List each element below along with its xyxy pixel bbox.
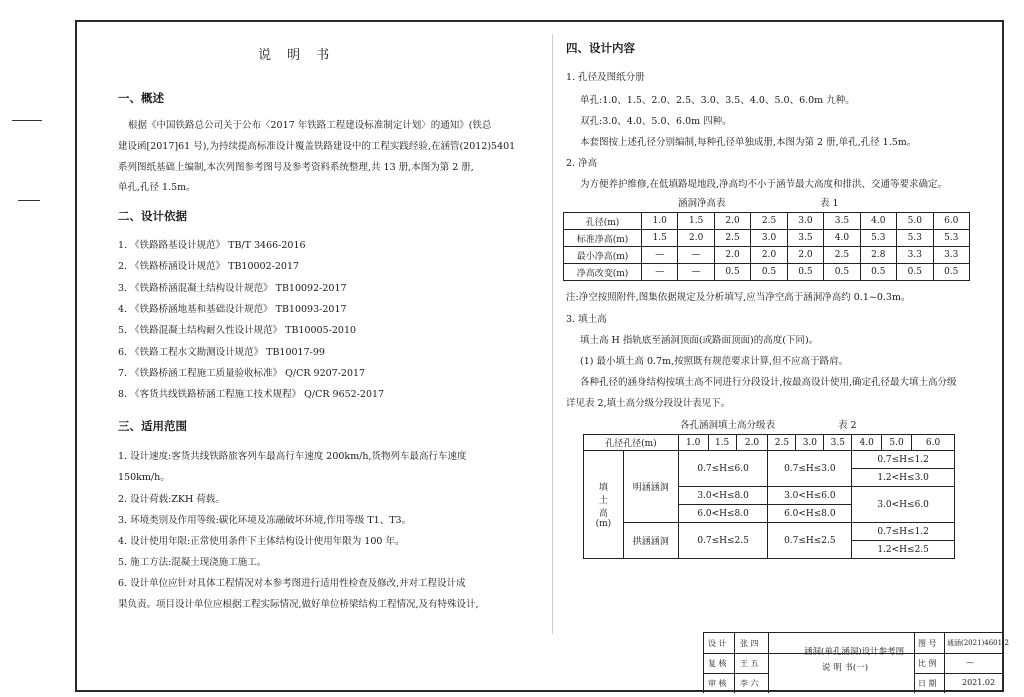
table1-cell: 2.0 xyxy=(714,247,750,264)
doc-title: 说 明 书 xyxy=(258,48,336,63)
range-cell: 1.2<H≤3.0 xyxy=(852,469,955,487)
table2-header-cell: 1.0 xyxy=(678,435,708,451)
range-cell: 3.0<H≤6.0 xyxy=(768,487,852,505)
basis-item: 4. 《铁路桥涵地基和基础设计规范》 TB10093-2017 xyxy=(118,304,347,315)
date-value: 2021.02 xyxy=(962,678,996,687)
tb-label: 复 核 xyxy=(708,659,727,668)
scope-line: 果负责。项目设计单位应根据工程实际情况,做好单位桥梁结构工程情况,及有特殊设计, xyxy=(118,599,479,610)
table2-header-cell: 3.5 xyxy=(824,435,852,451)
overview-line: 单孔,孔径 1.5m。 xyxy=(118,182,196,193)
table1-cell: 0.5 xyxy=(933,264,970,281)
table1-cell: 0.5 xyxy=(897,264,933,281)
table2-header-cell: 2.5 xyxy=(768,435,796,451)
table1-row xyxy=(564,264,970,281)
group-label: 拱涵涵洞 xyxy=(623,523,678,559)
overview-line: 系列图纸基础上编制,本次列图参考图号及参考资料系统整理,共 13 册,本图为第 2 册, xyxy=(118,162,474,173)
content-line: (1) 最小填土高 0.7m,按照既有规范要求计算,但不应高于路肩。 xyxy=(580,356,849,367)
section-heading: 三、适用范围 xyxy=(118,419,187,433)
table1-cell: 2.5 xyxy=(714,230,750,247)
table1-cell: — xyxy=(642,264,678,281)
subsection-heading: 3. 填土高 xyxy=(566,314,607,325)
fill-height-table xyxy=(583,434,955,559)
table1-row-label: 净高改变(m) xyxy=(564,264,642,281)
table1-row xyxy=(564,247,970,264)
table1-cell: 2.0 xyxy=(678,230,714,247)
range-cell: 0.7≤H≤2.5 xyxy=(678,523,768,559)
table1-cell: 0.5 xyxy=(751,264,787,281)
basis-item: 7. 《铁路桥涵工程施工质量验收标准》 Q/CR 9207-2017 xyxy=(118,368,366,379)
table1-row-label: 最小净高(m) xyxy=(564,247,642,264)
table1-cell: 3.5 xyxy=(824,213,860,230)
title-block xyxy=(703,632,1009,693)
table1-cell: 0.5 xyxy=(860,264,896,281)
table1-label: 表 1 xyxy=(820,198,839,209)
scope-line: 4. 设计使用年限:正常使用条件下主体结构设计使用年限为 100 年。 xyxy=(118,536,405,547)
basis-item: 6. 《铁路工程水文勘测设计规范》 TB10017-99 xyxy=(118,347,325,358)
table2-header-cell: 4.0 xyxy=(852,435,882,451)
tb-key: 日 期 xyxy=(918,679,937,688)
content-line: 本套图按上述孔径分别编制,每种孔径单独成册,本图为第 2 册,单孔,孔径 1.5m。 xyxy=(580,137,917,148)
table2-header-cell: 5.0 xyxy=(882,435,912,451)
headroom-table xyxy=(563,212,970,281)
scope-line: 3. 环境类别及作用等级:碳化环境及冻融破坏环境,作用等级 T1、T3。 xyxy=(118,515,412,526)
content-line: 详见表 2,填土高分级分段设计表见下。 xyxy=(566,398,731,409)
column-divider xyxy=(552,34,553,634)
table1-row-label: 孔径(m) xyxy=(564,213,642,230)
section-heading: 二、设计依据 xyxy=(118,209,187,223)
group-label: 明涵涵洞 xyxy=(623,451,678,523)
scope-line: 6. 设计单位应针对具体工程情况对本参考图进行适用性检查及修改,并对工程设计成 xyxy=(118,578,466,589)
range-cell: 0.7≤H≤1.2 xyxy=(852,523,955,541)
table1-cell: — xyxy=(678,264,714,281)
range-cell: 0.7≤H≤1.2 xyxy=(852,451,955,469)
table1-cell: 4.0 xyxy=(824,230,860,247)
range-cell: 1.2<H≤2.5 xyxy=(852,541,955,559)
signature: 张 四 xyxy=(740,639,759,648)
scope-line: 1. 设计速度:客货共线铁路旅客列车最高行车速度 200km/h,货物列车最高行车速度 xyxy=(118,451,467,462)
range-cell: 0.7≤H≤3.0 xyxy=(768,451,852,487)
table1-cell: 3.3 xyxy=(897,247,933,264)
section-heading: 一、概述 xyxy=(118,91,164,105)
section-heading: 四、设计内容 xyxy=(566,41,635,55)
basis-item: 2. 《铁路桥涵设计规范》 TB10002-2017 xyxy=(118,261,300,272)
scope-line: 150km/h。 xyxy=(118,472,170,483)
table2-header-cell: 2.0 xyxy=(736,435,768,451)
content-line: 单孔:1.0、1.5、2.0、2.5、3.0、3.5、4.0、5.0、6.0m 九种。 xyxy=(580,95,855,106)
range-cell: 0.7≤H≤6.0 xyxy=(678,451,768,487)
table1-cell: 3.0 xyxy=(787,213,823,230)
table1-cell: 2.8 xyxy=(860,247,896,264)
table1-cell: 3.0 xyxy=(751,230,787,247)
tb-key: 比 例 xyxy=(918,659,937,668)
table1-cell: 2.0 xyxy=(787,247,823,264)
table2-header-cell: 6.0 xyxy=(912,435,955,451)
table1-cell: 0.5 xyxy=(787,264,823,281)
table1-cell: — xyxy=(678,247,714,264)
table1-row xyxy=(564,213,970,230)
range-cell: 3.0<H≤6.0 xyxy=(852,487,955,523)
signature: 王 五 xyxy=(740,659,759,668)
tb-label: 审 核 xyxy=(708,679,727,688)
table1-cell: 2.0 xyxy=(751,247,787,264)
basis-item: 8. 《客货共线铁路桥涵工程施工技术规程》 Q/CR 9652-2017 xyxy=(118,389,385,400)
table2-header-cell: 1.5 xyxy=(708,435,736,451)
content-line: 为方便养护维修,在低填路堤地段,净高均不小于涵节最大高度和排洪、交通等要求确定。 xyxy=(580,179,948,190)
basis-item: 5. 《铁路混凝土结构耐久性设计规范》 TB10005-2010 xyxy=(118,325,357,336)
table1-cell: 2.5 xyxy=(824,247,860,264)
binding-mark xyxy=(12,120,42,121)
content-line: 填土高 H 指轨底至涵洞顶面(或路面顶面)的高度(下同)。 xyxy=(580,335,819,346)
table1-cell: 3.3 xyxy=(933,247,970,264)
scale-value: — xyxy=(966,658,974,667)
table2-caption: 各孔涵洞填土高分级表 xyxy=(680,420,776,431)
table1-cell: 5.0 xyxy=(897,213,933,230)
drawing-number: 通涵(2021)4601-2 xyxy=(947,639,1009,647)
drawing-title: 涵洞(单孔涵洞)设计参考图 xyxy=(804,647,905,657)
table1-cell: 0.5 xyxy=(824,264,860,281)
table1-cell: 3.5 xyxy=(787,230,823,247)
tb-key: 图 号 xyxy=(918,639,937,648)
table1-cell: — xyxy=(642,247,678,264)
table1-cell: 2.5 xyxy=(751,213,787,230)
table1-cell: 5.3 xyxy=(933,230,970,247)
scope-line: 2. 设计荷载:ZKH 荷载。 xyxy=(118,494,225,505)
table1-cell: 5.3 xyxy=(897,230,933,247)
binding-mark xyxy=(18,200,40,201)
range-cell: 6.0<H≤8.0 xyxy=(768,505,852,523)
table1-row xyxy=(564,230,970,247)
content-line: 双孔:3.0、4.0、5.0、6.0m 四种。 xyxy=(580,116,732,127)
table1-row-label: 标准净高(m) xyxy=(564,230,642,247)
table2-header-cell: 孔径孔径(m) xyxy=(584,435,679,451)
table1-cell: 6.0 xyxy=(933,213,970,230)
overview-line: 根据《中国铁路总公司关于公布〈2017 年铁路工程建设标准制定计划〉的通知》(铁总 xyxy=(128,120,492,131)
fill-height-side-label: 填 土 高 (m) xyxy=(584,451,624,559)
subsection-heading: 1. 孔径及图纸分册 xyxy=(566,72,645,83)
scope-line: 5. 施工方法:混凝土现浇施工施工。 xyxy=(118,557,267,568)
table1-cell: 0.5 xyxy=(714,264,750,281)
table2-header-cell: 3.0 xyxy=(796,435,824,451)
table1-note: 注:净空按照附件,图集依据规定及分析填写,应当净空高于涵洞净高约 0.1~0.3m。 xyxy=(566,292,911,303)
table1-cell: 5.3 xyxy=(860,230,896,247)
range-cell: 0.7≤H≤2.5 xyxy=(768,523,852,559)
table2-label: 表 2 xyxy=(838,420,857,431)
table1-cell: 2.0 xyxy=(714,213,750,230)
table1-cell: 1.5 xyxy=(678,213,714,230)
basis-item: 1. 《铁路路基设计规范》 TB/T 3466-2016 xyxy=(118,240,306,251)
signature: 李 六 xyxy=(740,679,759,688)
basis-item: 3. 《铁路桥涵混凝土结构设计规范》 TB10092-2017 xyxy=(118,283,347,294)
tb-label: 设 计 xyxy=(708,639,727,648)
content-line: 各种孔径的涵身结构按填土高不同进行分段设计,按最高设计使用,确定孔径最大填土高分级 xyxy=(580,377,957,388)
table1-cell: 4.0 xyxy=(860,213,896,230)
table1-caption: 涵洞净高表 xyxy=(678,198,726,209)
range-cell: 6.0<H≤8.0 xyxy=(678,505,768,523)
table1-cell: 1.0 xyxy=(642,213,678,230)
table1-cell: 1.5 xyxy=(642,230,678,247)
overview-line: 建设函[2017]61 号),为持续提高标准设计覆盖铁路建设中的工程实践经验,在涵管(2012)5401 xyxy=(118,141,516,152)
range-cell: 3.0<H≤8.0 xyxy=(678,487,768,505)
subsection-heading: 2. 净高 xyxy=(566,158,598,169)
drawing-subtitle: 说 明 书(一) xyxy=(822,663,869,673)
